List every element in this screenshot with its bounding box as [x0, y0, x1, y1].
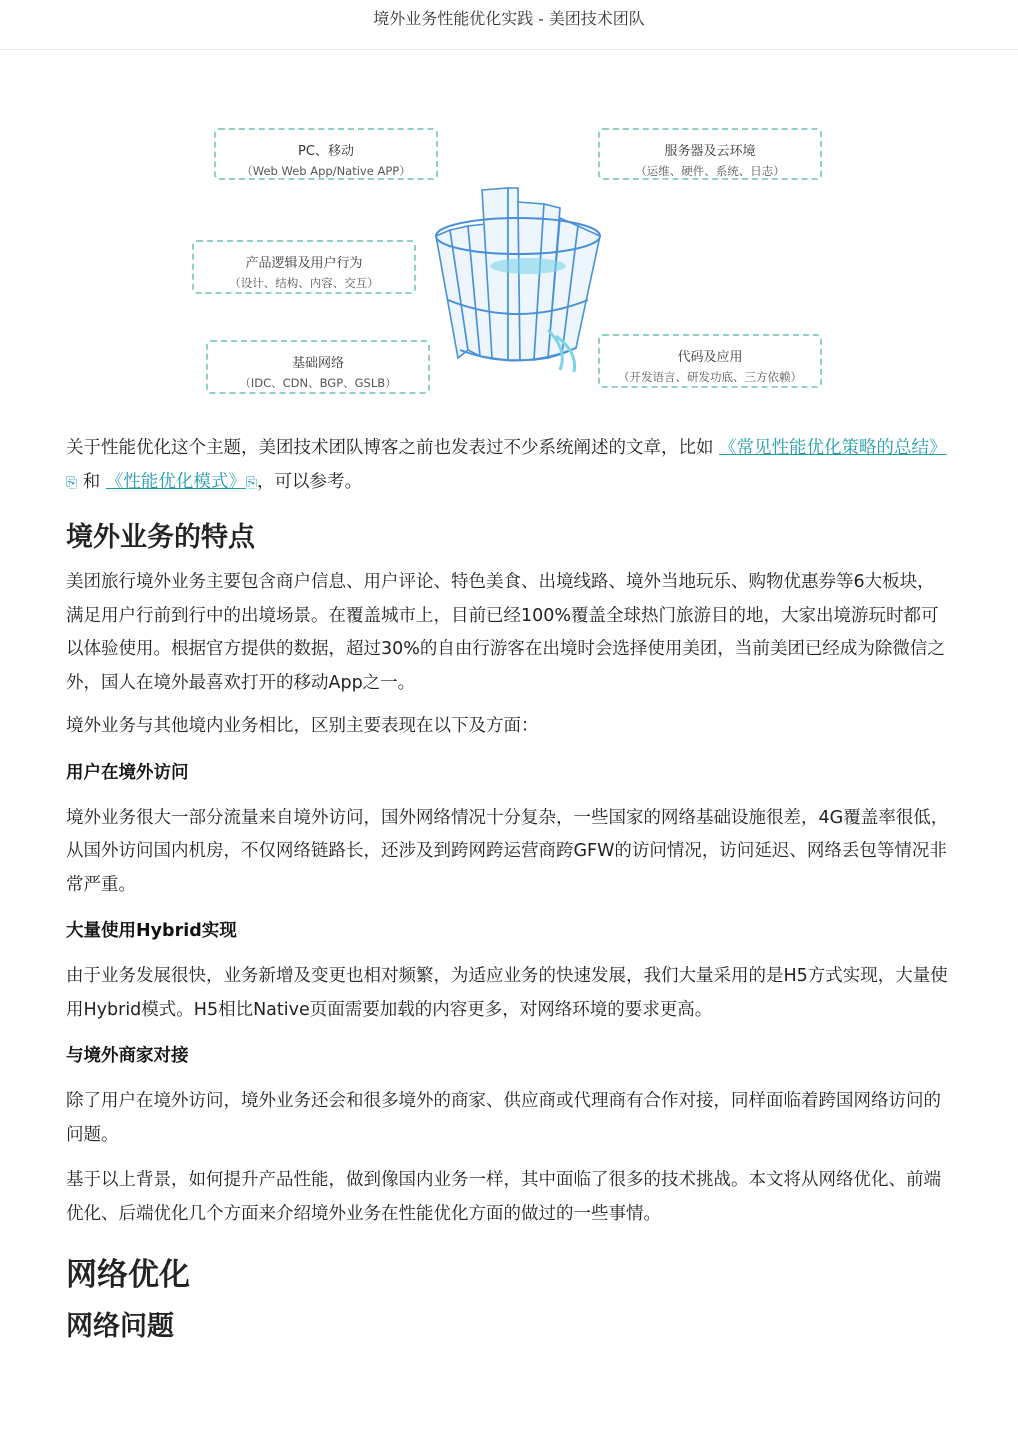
figure-box-title: 代码及应用: [677, 350, 743, 365]
figure-box-base-network: [206, 340, 430, 394]
subheading-hybrid: 大量使用Hybrid实现: [66, 921, 237, 941]
section-heading-network-optimization: 网络优化: [66, 1257, 190, 1293]
hybrid-text: 由于业务发展很快，业务新增及变更也相对频繁，为适应业务的快速发展，我们大量采用的是H5方式实现，大量使用Hybrid模式。H5相比Native页面需要加载的内容更多，对网络环境的要求更高。: [66, 966, 948, 1020]
intro-text-3: ，可以参考。: [257, 471, 363, 492]
intro-text-1: 关于性能优化这个主题，美团技术团队博客之前也发表过不少系统阐述的文章，比如: [66, 438, 720, 458]
subheading-merchant-integration: 与境外商家对接: [66, 1046, 189, 1066]
article-content: [66, 430, 950, 1347]
figure-box-subtitle: （Web Web App/Native APP）: [241, 164, 411, 178]
link-performance-patterns[interactable]: 《性能优化模式》: [105, 471, 246, 492]
figure-box-product-logic: [192, 240, 416, 294]
figure-box-title: 产品逻辑及用户行为: [245, 256, 363, 271]
figure-box-pc-mobile: [214, 128, 438, 180]
overseas-access-text: 境外业务很大一部分流量来自境外访问，国外网络情况十分复杂，一些国家的网络基础设施很差，4G覆盖率很低，从国外访问国内机房，不仅网络链路长，还涉及到跨网跨运营商跨GFW的访问情况，访问延迟、网络丢包等情况非常严重。: [66, 807, 949, 895]
performance-barrel-figure: [190, 120, 830, 400]
intro-paragraph: [66, 432, 950, 500]
figure-box-subtitle: （开发语言、研发功底、三方依赖）: [618, 370, 802, 384]
figure-box-subtitle: （运维、硬件、系统、日志）: [635, 164, 785, 178]
section-subheading-network-issues: 网络问题: [66, 1311, 174, 1342]
figure-box-title: 服务器及云环境: [664, 144, 756, 159]
merchant-integration-text: 除了用户在境外访问，境外业务还会和很多境外的商家、供应商或代理商有合作对接，同样面临着跨国网络访问的问题。: [66, 1091, 941, 1145]
wooden-barrel-icon: [428, 180, 612, 380]
page-title: 境外业务性能优化实践 - 美团技术团队: [373, 9, 645, 28]
features-paragraph-2: 境外业务与其他境内业务相比，区别主要表现在以下及方面：: [66, 716, 539, 736]
figure-box-title: PC、移动: [298, 144, 354, 159]
figure-box-server-cloud: [598, 128, 822, 180]
page-header: [0, 0, 1018, 50]
figure-box-code-app: [598, 334, 822, 388]
external-link-icon[interactable]: ⎘: [245, 474, 258, 491]
background-summary-paragraph: 基于以上背景，如何提升产品性能，做到像国内业务一样，其中面临了很多的技术挑战。本文将从网络优化、前端优化、后端优化几个方面来介绍境外业务在性能优化方面的做过的一些事情。: [66, 1170, 941, 1224]
features-paragraph-1: 美团旅行境外业务主要包含商户信息、用户评论、特色美食、出境线路、境外当地玩乐、购物优惠券等6大板块，满足用户行前到行中的出境场景。在覆盖城市上，目前已经100%覆盖全球热门旅游目的地，大家出境游玩时都可以体验使用。根据官方提供的数据，超过30%的自由行游客在出境时会选择使用美团，当前美团已经成为除微信之外，国人在境外最喜欢打开的移动App之一。: [66, 572, 945, 693]
figure-box-subtitle: （设计、结构、内容、交互）: [229, 276, 379, 290]
figure-box-title: 基础网络: [291, 356, 344, 371]
intro-text-2: 和: [77, 471, 106, 492]
link-common-optimization-strategies[interactable]: 《常见性能优化策略的总结》: [719, 438, 947, 458]
external-link-icon[interactable]: ⎘: [66, 474, 78, 491]
figure-box-subtitle: （IDC、CDN、BGP、GSLB）: [239, 376, 397, 390]
subheading-overseas-access: 用户在境外访问: [66, 762, 189, 783]
section-heading-features: 境外业务的特点: [66, 522, 255, 553]
